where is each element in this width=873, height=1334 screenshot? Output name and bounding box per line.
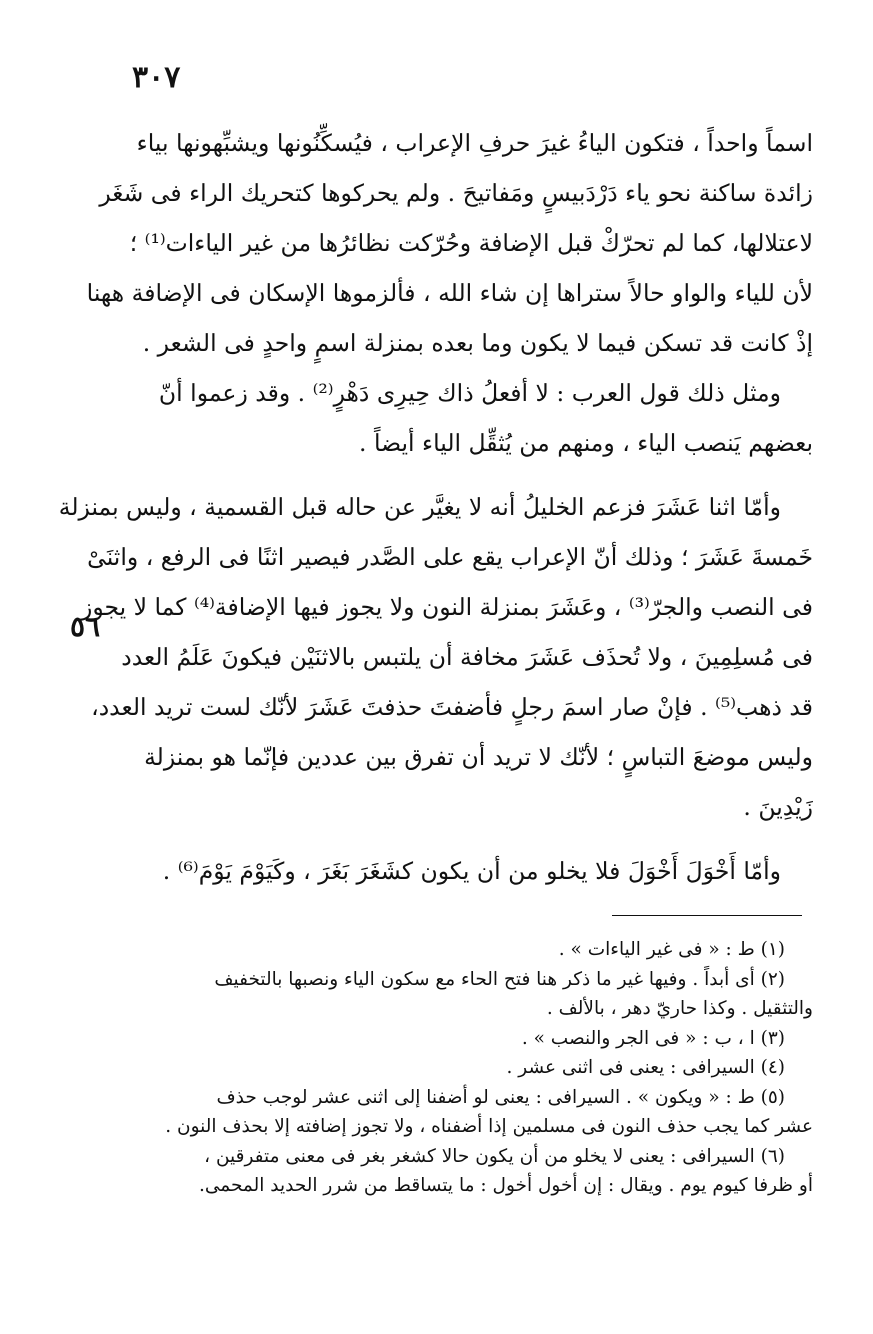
paragraph-gap (108, 468, 813, 482)
text-line: لاعتلالها، كما لم تحرّكْ قبل الإضافة وحُرّكت نظائرُها من غير الياءات⁽¹⁾ ؛ (129, 229, 813, 257)
text-line: قد ذهب⁽⁵⁾ . فإنْ صار اسمَ رجلٍ فأضفتَ حذفتَ عَشَرَ لأنّك لست تريد العدد، (91, 693, 813, 721)
paragraph-gap (108, 832, 813, 846)
footnote-line: (٥) ط : « ويكون » . السيرافى : يعنى لو أضفنا إلى اثنى عشر لوجب حذف (216, 1086, 785, 1108)
footnote-line: (١) ط : « فى غير الياءات » . (558, 939, 785, 960)
footnote-line: (٤) السيرافى : يعنى فى اثنى عشر . (506, 1057, 785, 1078)
footnote-divider (612, 915, 802, 916)
text-line: خَمسةَ عَشَرَ ؛ وذلك أنّ الإعراب يقع على الصَّدر فيصير اثنًا فى الرفع ، واثنَىْ (87, 543, 813, 571)
footnote-line: (٢) أى أبداً . وفيها غير ما ذكر هنا فتح الحاء مع سكون الياء ونصبها بالتخفيف (214, 968, 785, 990)
footnote-line: (٦) السيرافى : يعنى لا يخلو من أن يكون حالا كشغر بغر فى معنى متفرقين ، (204, 1145, 785, 1167)
footnote-line: عشر كما يجب حذف النون فى مسلمين إذا أضفناه ، ولا تجوز إضافته إلا بحذف النون . (165, 1116, 813, 1137)
footnotes (105, 935, 813, 1201)
text-line: وأمّا أَخْوَلَ أَخْوَلَ فلا يخلو من أن يكون كشَغَرَ بَغَرَ ، وكَيَوْمَ يَوْمَ⁽⁶⁾ . (162, 857, 781, 885)
footnote-line: أو ظرفا كيوم يوم . ويقال : إن أخول أخول : ما يتساقط من شرر الحديد المحمى. (198, 1175, 813, 1196)
text-line: وأمّا اثنا عَشَرَ فزعم الخليلُ أنه لا يغيَّر عن حاله قبل القسمية ، وليس بمنزلة (58, 493, 781, 521)
text-line: وليس موضعَ التباسٍ ؛ لأنّك لا تريد أن تفرق بين عددين فإنّما هو بمنزلة (144, 743, 813, 771)
text-line: بعضهم يَنصب الياء ، ومنهم من يُثقِّل الياء أيضاً . (359, 429, 813, 457)
page-number: ٣٠٧ (132, 60, 181, 95)
text-line: فى النصب والجرّ⁽³⁾ ، وعَشَرَ بمنزلة النون ولا يجوز فيها الإضافة⁽⁴⁾ كما لا يجوز (81, 593, 813, 621)
text-line: زائدة ساكنة نحو ياء دَرْدَبيسٍ ومَفاتيحَ . ولم يحركوها كتحريك الراء فى شَغَر (99, 179, 813, 207)
text-line: لأن للياء والواو حالاً ستراها إن شاء الله ، فألزموها الإسكان فى الإضافة ههنا (86, 279, 813, 307)
footnote-line: والتثقيل . وكذا حاريّ دهر ، بالألف . (546, 998, 813, 1019)
footnote-line: (٣) ا ، ب : « فى الجر والنصب » . (521, 1027, 785, 1049)
text-line: زَيْدِينَ . (743, 793, 813, 821)
margin-number: ٥٦ (70, 610, 101, 643)
text-line: فى مُسلِمِينَ ، ولا تُحذَف عَشَرَ مخافة أن يلتبس بالاثنَيْن فيكونَ عَلَمُ العدد (121, 643, 813, 671)
text-line: اسماً واحداً ، فتكون الياءُ غيرَ حرفِ الإعراب ، فيُسكِّنُونها ويشبِّهونها بياء (136, 129, 813, 157)
text-line: إذْ كانت قد تسكن فيما لا يكون وما بعده بمنزلة اسمٍ واحدٍ فى الشعر . (142, 329, 813, 357)
text-line: ومثل ذلك قول العرب : لا أفعلُ ذاك حِيرِى دَهْرٍ⁽²⁾ . وقد زعموا أنّ (158, 379, 781, 407)
